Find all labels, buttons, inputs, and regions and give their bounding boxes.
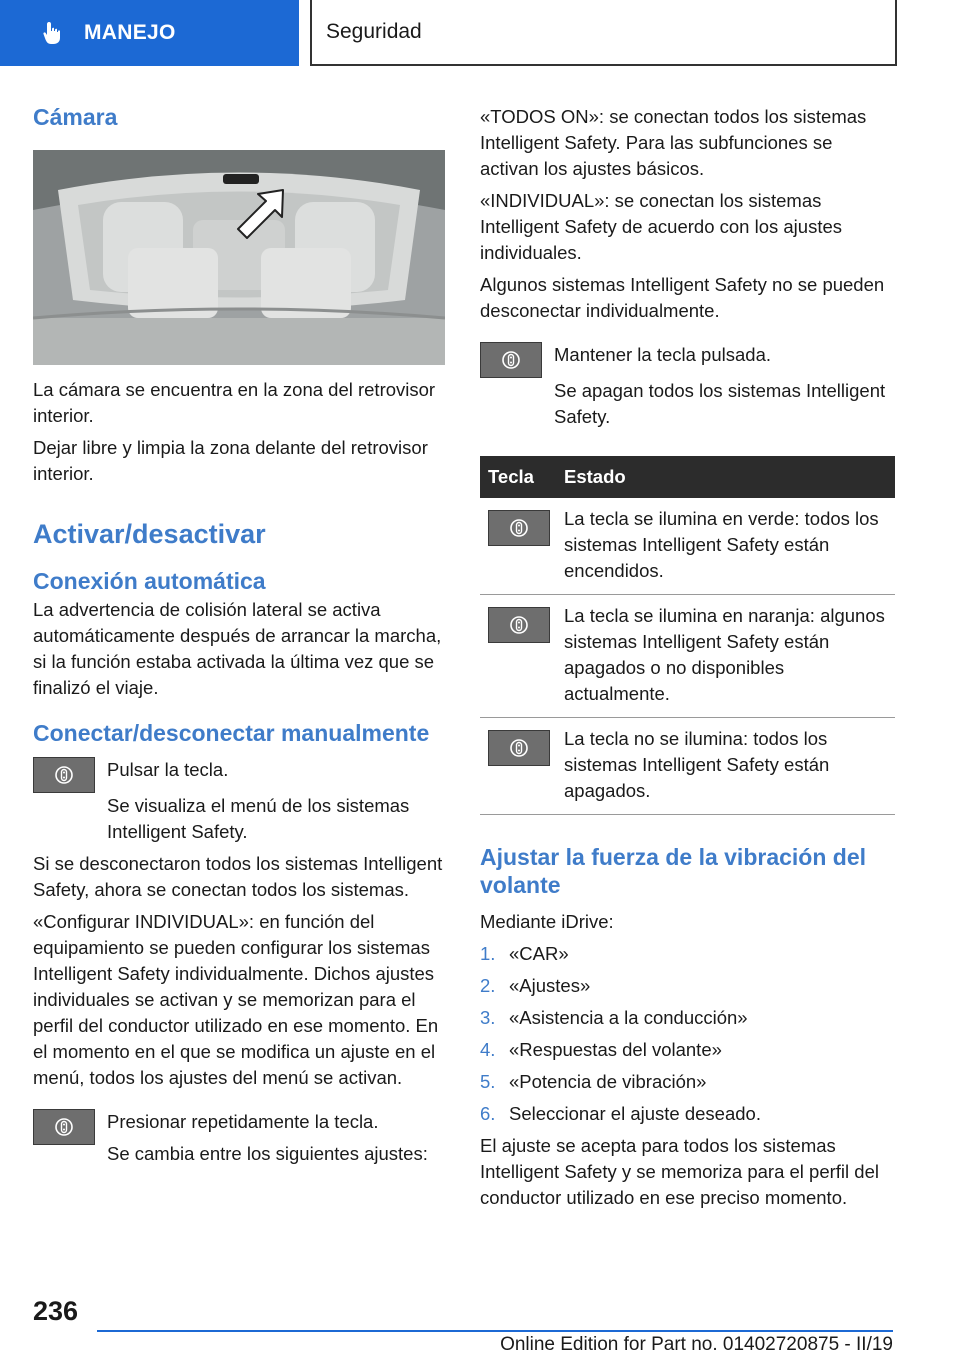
table-row — [480, 595, 895, 718]
section-tab[interactable] — [0, 0, 299, 66]
camera-paragraph-1: La cámara se encuentra en la zona del retrovisor interior. — [33, 379, 436, 426]
vibration-steps — [480, 941, 895, 1127]
step-number: 5. — [480, 1071, 496, 1092]
manual-step-1: Pulsar la tecla. — [107, 759, 229, 780]
camera-heading: Cámara — [33, 104, 118, 130]
edition-note: Online Edition for Part no. 01402720875 - II/19 — [500, 1334, 893, 1355]
table-cell-state: La tecla se ilumina en verde: todos los sistemas Intelligent Safety están encendidos. — [556, 498, 895, 595]
left-column — [33, 96, 445, 1173]
repeat-step-2: Se cambia entre los siguientes ajustes: — [107, 1143, 428, 1164]
activate-heading: Activar/desactivar — [33, 519, 266, 549]
safety-key-icon — [53, 1116, 75, 1138]
list-item — [480, 1069, 895, 1095]
intelligent-safety-button-icon — [488, 510, 550, 546]
step-text: «Asistencia a la conducción» — [509, 1007, 748, 1028]
step-number: 6. — [480, 1103, 496, 1124]
step-text: «Respuestas del volante» — [509, 1039, 722, 1060]
intelligent-safety-button-icon — [33, 1109, 95, 1145]
camera-location-photo — [33, 150, 445, 365]
vibration-heading: Ajustar la fuerza de la vibración del volante — [480, 844, 867, 898]
repeat-step-1: Presionar repetidamente la tecla. — [107, 1111, 379, 1132]
auto-connect-heading: Conexión automática — [33, 568, 266, 594]
chapter-title: Seguridad — [326, 20, 422, 43]
manual-paragraph-1: Si se desconectaron todos los sistemas Intelligent Safety, ahora se conectan todos los sistemas. — [33, 853, 443, 900]
vibration-intro: Mediante iDrive: — [480, 911, 614, 932]
safety-key-icon — [500, 349, 522, 371]
step-text: «CAR» — [509, 943, 569, 964]
individual-paragraph: «INDIVIDUAL»: se conectan los sistemas Intelligent Safety de acuerdo con los ajustes individuales. — [480, 190, 843, 263]
step-number: 3. — [480, 1007, 496, 1028]
list-item — [480, 973, 895, 999]
hand-icon — [40, 20, 66, 46]
step-number: 1. — [480, 943, 496, 964]
intelligent-safety-button-icon — [33, 757, 95, 793]
list-item — [480, 941, 895, 967]
vibration-outro: El ajuste se acepta para todos los sistemas Intelligent Safety y se memoriza para el perfil del conductor utilizado en ese preciso momento. — [480, 1135, 879, 1208]
table-header-key: Tecla — [480, 456, 556, 498]
intelligent-safety-button-icon — [488, 607, 550, 643]
safety-key-icon — [508, 614, 530, 636]
key-state-table — [480, 456, 895, 815]
safety-key-icon — [508, 517, 530, 539]
table-row — [480, 498, 895, 595]
hold-key-row — [480, 342, 895, 378]
table-cell-state: La tecla se ilumina en naranja: algunos sistemas Intelligent Safety están apagados o no disponibles actualmente. — [556, 595, 895, 718]
todos-on-paragraph: «TODOS ON»: se conectan todos los sistemas Intelligent Safety. Para las subfunciones se activan los ajustes básicos. — [480, 106, 867, 179]
list-item — [480, 1037, 895, 1063]
press-key-row — [33, 757, 445, 793]
hold-step-1: Mantener la tecla pulsada. — [554, 344, 771, 365]
right-column — [480, 104, 895, 1217]
step-text: «Ajustes» — [509, 975, 591, 996]
repeat-key-row — [33, 1109, 445, 1173]
table-header-state: Estado — [556, 456, 895, 498]
step-text: «Potencia de vibración» — [509, 1071, 707, 1092]
manual-paragraph-2: «Configurar INDIVIDUAL»: en función del equipamiento se pueden configurar los sistemas Intelligent Safety individualmente. Dichos ajustes individuales se activan y se memorizan para el perfil del conductor utilizado en ese momento. En el momento en el que se modifica un ajuste en el menú, todos los ajustes del menú se activan. — [33, 911, 439, 1088]
page-number: 236 — [33, 1296, 79, 1326]
table-row — [480, 718, 895, 815]
chapter-header — [310, 0, 897, 66]
auto-connect-paragraph: La advertencia de colisión lateral se activa automáticamente después de arrancar la marcha, si la función estaba activada la última vez que se finalizó el viaje. — [33, 599, 442, 698]
algunos-paragraph: Algunos sistemas Intelligent Safety no se pueden desconectar individualmente. — [480, 274, 885, 321]
list-item — [480, 1101, 895, 1127]
camera-paragraph-2: Dejar libre y limpia la zona delante del retrovisor interior. — [33, 437, 428, 484]
footer-divider — [97, 1330, 893, 1332]
intelligent-safety-button-icon — [480, 342, 542, 378]
list-item — [480, 1005, 895, 1031]
section-tab-label: MANEJO — [84, 21, 176, 44]
manual-step-2: Se visualiza el menú de los sistemas Intelligent Safety. — [107, 795, 410, 842]
safety-key-icon — [53, 764, 75, 786]
step-text: Seleccionar el ajuste deseado. — [509, 1103, 761, 1124]
step-number: 4. — [480, 1039, 496, 1060]
step-number: 2. — [480, 975, 496, 996]
intelligent-safety-button-icon — [488, 730, 550, 766]
manual-connect-heading: Conectar/desconectar manualmente — [33, 720, 430, 746]
table-cell-state: La tecla no se ilumina: todos los sistemas Intelligent Safety están apagados. — [556, 718, 895, 815]
hold-step-2: Se apagan todos los sistemas Intelligent Safety. — [554, 380, 886, 427]
safety-key-icon — [508, 737, 530, 759]
